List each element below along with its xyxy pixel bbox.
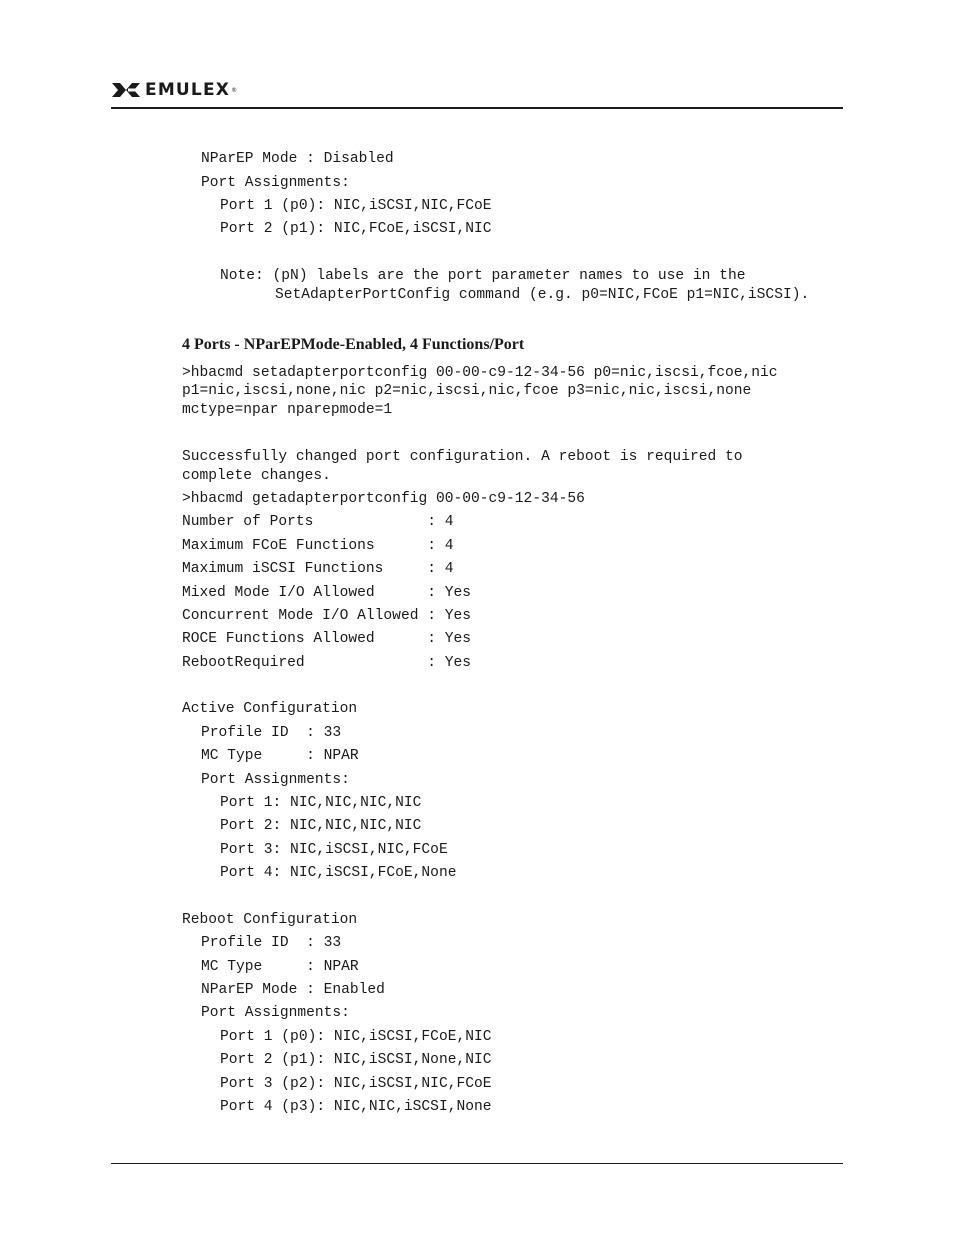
mc-type-line: MC Type : NPAR [201,748,359,764]
mc-type-line: MC Type : NPAR [201,959,359,975]
port-assignment-line: Port 1 (p0): NIC,iSCSI,NIC,FCoE [220,198,492,214]
summary-line: Maximum FCoE Functions : 4 [182,538,454,554]
emulex-logo [111,80,237,100]
port-assignment-line: Port 4 (p3): NIC,NIC,iSCSI,None [220,1099,492,1115]
port-assignment-line: Port 1 (p0): NIC,iSCSI,FCoE,NIC [220,1029,492,1045]
active-config-title: Active Configuration [182,701,358,717]
emulex-mark-icon [111,81,141,99]
summary-line: Maximum iSCSI Functions : 4 [182,561,454,577]
summary-line: ROCE Functions Allowed : Yes [182,631,472,647]
port-assignment-line: Port 2 (p1): NIC,iSCSI,None,NIC [220,1052,492,1068]
command-line: >hbacmd setadapterportconfig 00-00-c9-12-34-56 p0=nic,iscsi,fcoe,nic [182,365,778,381]
command-line: mctype=npar nparepmode=1 [182,402,393,418]
result-line: complete changes. [182,468,331,484]
trademark-symbol: ® [231,86,238,94]
port-assignments-label: Port Assignments: [201,175,350,191]
port-assignment-line: Port 2: NIC,NIC,NIC,NIC [220,818,422,834]
nparep-mode-line: NParEP Mode : Enabled [201,982,385,998]
header-rule [111,107,843,109]
result-line: Successfully changed port configuration. A reboot is required to [182,449,743,465]
note-line: Note: (pN) labels are the port parameter names to use in the [220,268,746,284]
brand-name: EMULEX [145,80,231,100]
port-assignment-line: Port 3 (p2): NIC,iSCSI,NIC,FCoE [220,1076,492,1092]
command-line: >hbacmd getadapterportconfig 00-00-c9-12-34-56 [182,491,585,507]
footer-rule [111,1163,843,1164]
note-line: SetAdapterPortConfig command (e.g. p0=NIC,FCoE p1=NIC,iSCSI). [275,287,810,303]
profile-id-line: Profile ID : 33 [201,725,342,741]
port-assignment-line: Port 3: NIC,iSCSI,NIC,FCoE [220,842,448,858]
port-assignments-label: Port Assignments: [201,772,350,788]
port-assignment-line: Port 4: NIC,iSCSI,FCoE,None [220,865,457,881]
summary-line: RebootRequired : Yes [182,655,472,671]
summary-line: Mixed Mode I/O Allowed : Yes [182,585,472,601]
profile-id-line: Profile ID : 33 [201,935,342,951]
port-assignment-line: Port 2 (p1): NIC,FCoE,iSCSI,NIC [220,221,492,237]
section-heading: 4 Ports - NParEPMode-Enabled, 4 Functions/Port [182,336,525,353]
summary-line: Number of Ports : 4 [182,514,454,530]
command-line: p1=nic,iscsi,none,nic p2=nic,iscsi,nic,fcoe p3=nic,nic,iscsi,none [182,383,752,399]
nparep-mode-line: NParEP Mode : Disabled [201,151,394,167]
port-assignments-label: Port Assignments: [201,1005,350,1021]
reboot-config-title: Reboot Configuration [182,912,358,928]
summary-line: Concurrent Mode I/O Allowed : Yes [182,608,472,624]
port-assignment-line: Port 1: NIC,NIC,NIC,NIC [220,795,422,811]
